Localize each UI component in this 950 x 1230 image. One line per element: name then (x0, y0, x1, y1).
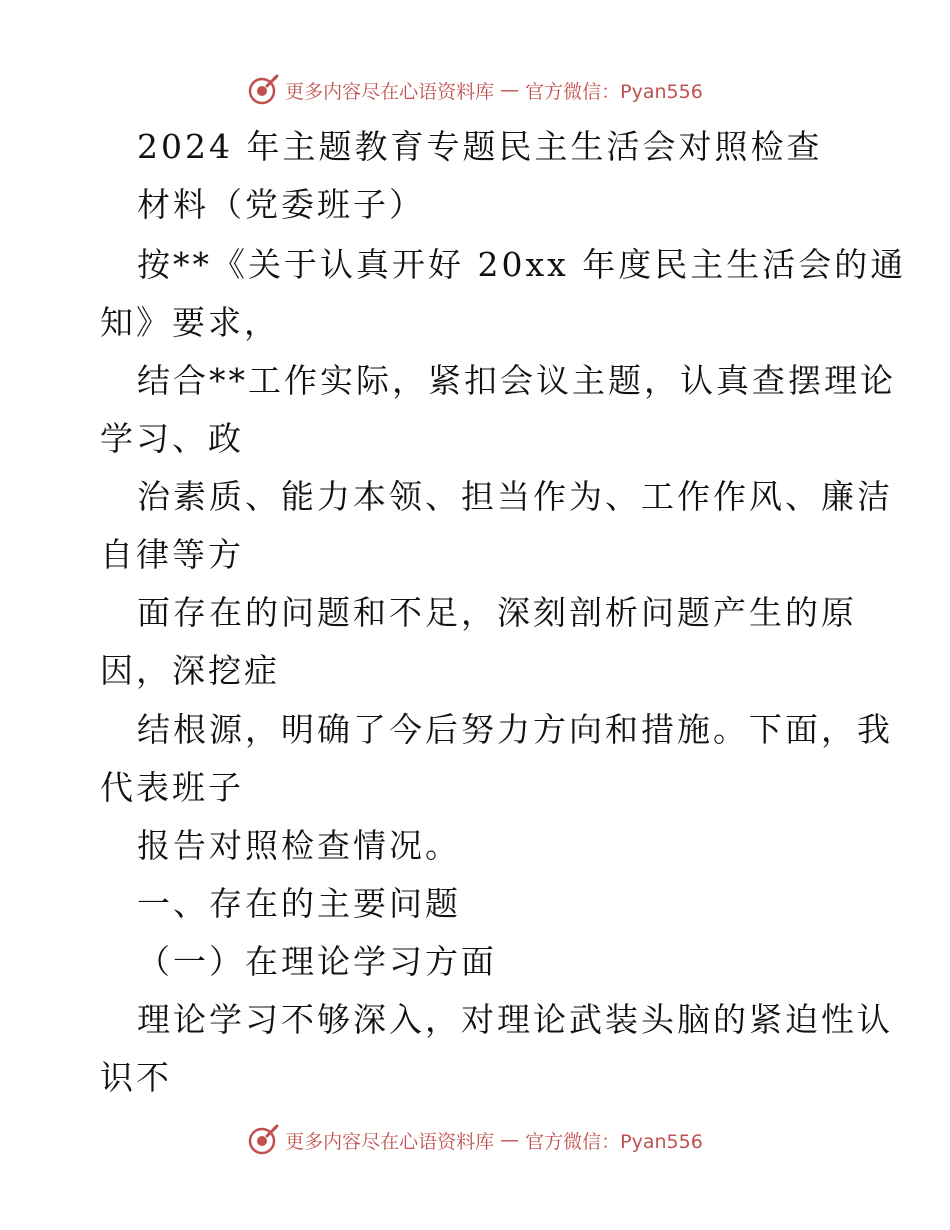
doc-paragraph-line: 理论学习不够深入，对理论武装头脑的紧迫性认 (137, 1000, 893, 1039)
doc-paragraph-line: 治素质、能力本领、担当作为、工作作风、廉洁 (137, 477, 893, 516)
brush-logo-icon (247, 1124, 279, 1156)
doc-title-line-1: 2024 年主题教育专题民主生活会对照检查 (137, 127, 823, 166)
doc-title-line-2: 材料（党委班子） (137, 185, 425, 224)
doc-paragraph-line: 结合**工作实际，紧扣会议主题，认真查摆理论 (137, 361, 896, 400)
doc-paragraph-line: 因，深挖症 (100, 651, 280, 690)
doc-paragraph-line: 按**《关于认真开好 20xx 年度民主生活会的通 (137, 245, 907, 284)
doc-paragraph-line: 识不 (100, 1058, 172, 1097)
watermark-wechat: 官方微信：Pyan556 (525, 1130, 703, 1153)
doc-paragraph-line: 报告对照检查情况。 (137, 826, 461, 865)
doc-paragraph-line: 结根源，明确了今后努力方向和措施。下面，我 (137, 710, 893, 749)
watermark-text: 更多内容尽在心语资料库 (285, 1130, 495, 1153)
doc-paragraph-line: 代表班子 (100, 768, 244, 807)
doc-subsection-heading: （一）在理论学习方面 (137, 942, 497, 981)
watermark-dash: — (500, 79, 520, 101)
doc-paragraph-line: 面存在的问题和不足，深刻剖析问题产生的原 (137, 593, 857, 632)
watermark-banner-bottom (0, 1120, 950, 1160)
doc-paragraph-line: 学习、政 (100, 419, 244, 458)
watermark-text: 更多内容尽在心语资料库 (285, 80, 495, 103)
doc-paragraph-line: 知》要求， (100, 303, 280, 342)
watermark-dash: — (500, 1129, 520, 1151)
doc-paragraph-line: 自律等方 (100, 535, 244, 574)
watermark-content (247, 1124, 703, 1156)
doc-section-heading: 一、存在的主要问题 (137, 884, 461, 923)
watermark-wechat: 官方微信：Pyan556 (525, 80, 703, 103)
